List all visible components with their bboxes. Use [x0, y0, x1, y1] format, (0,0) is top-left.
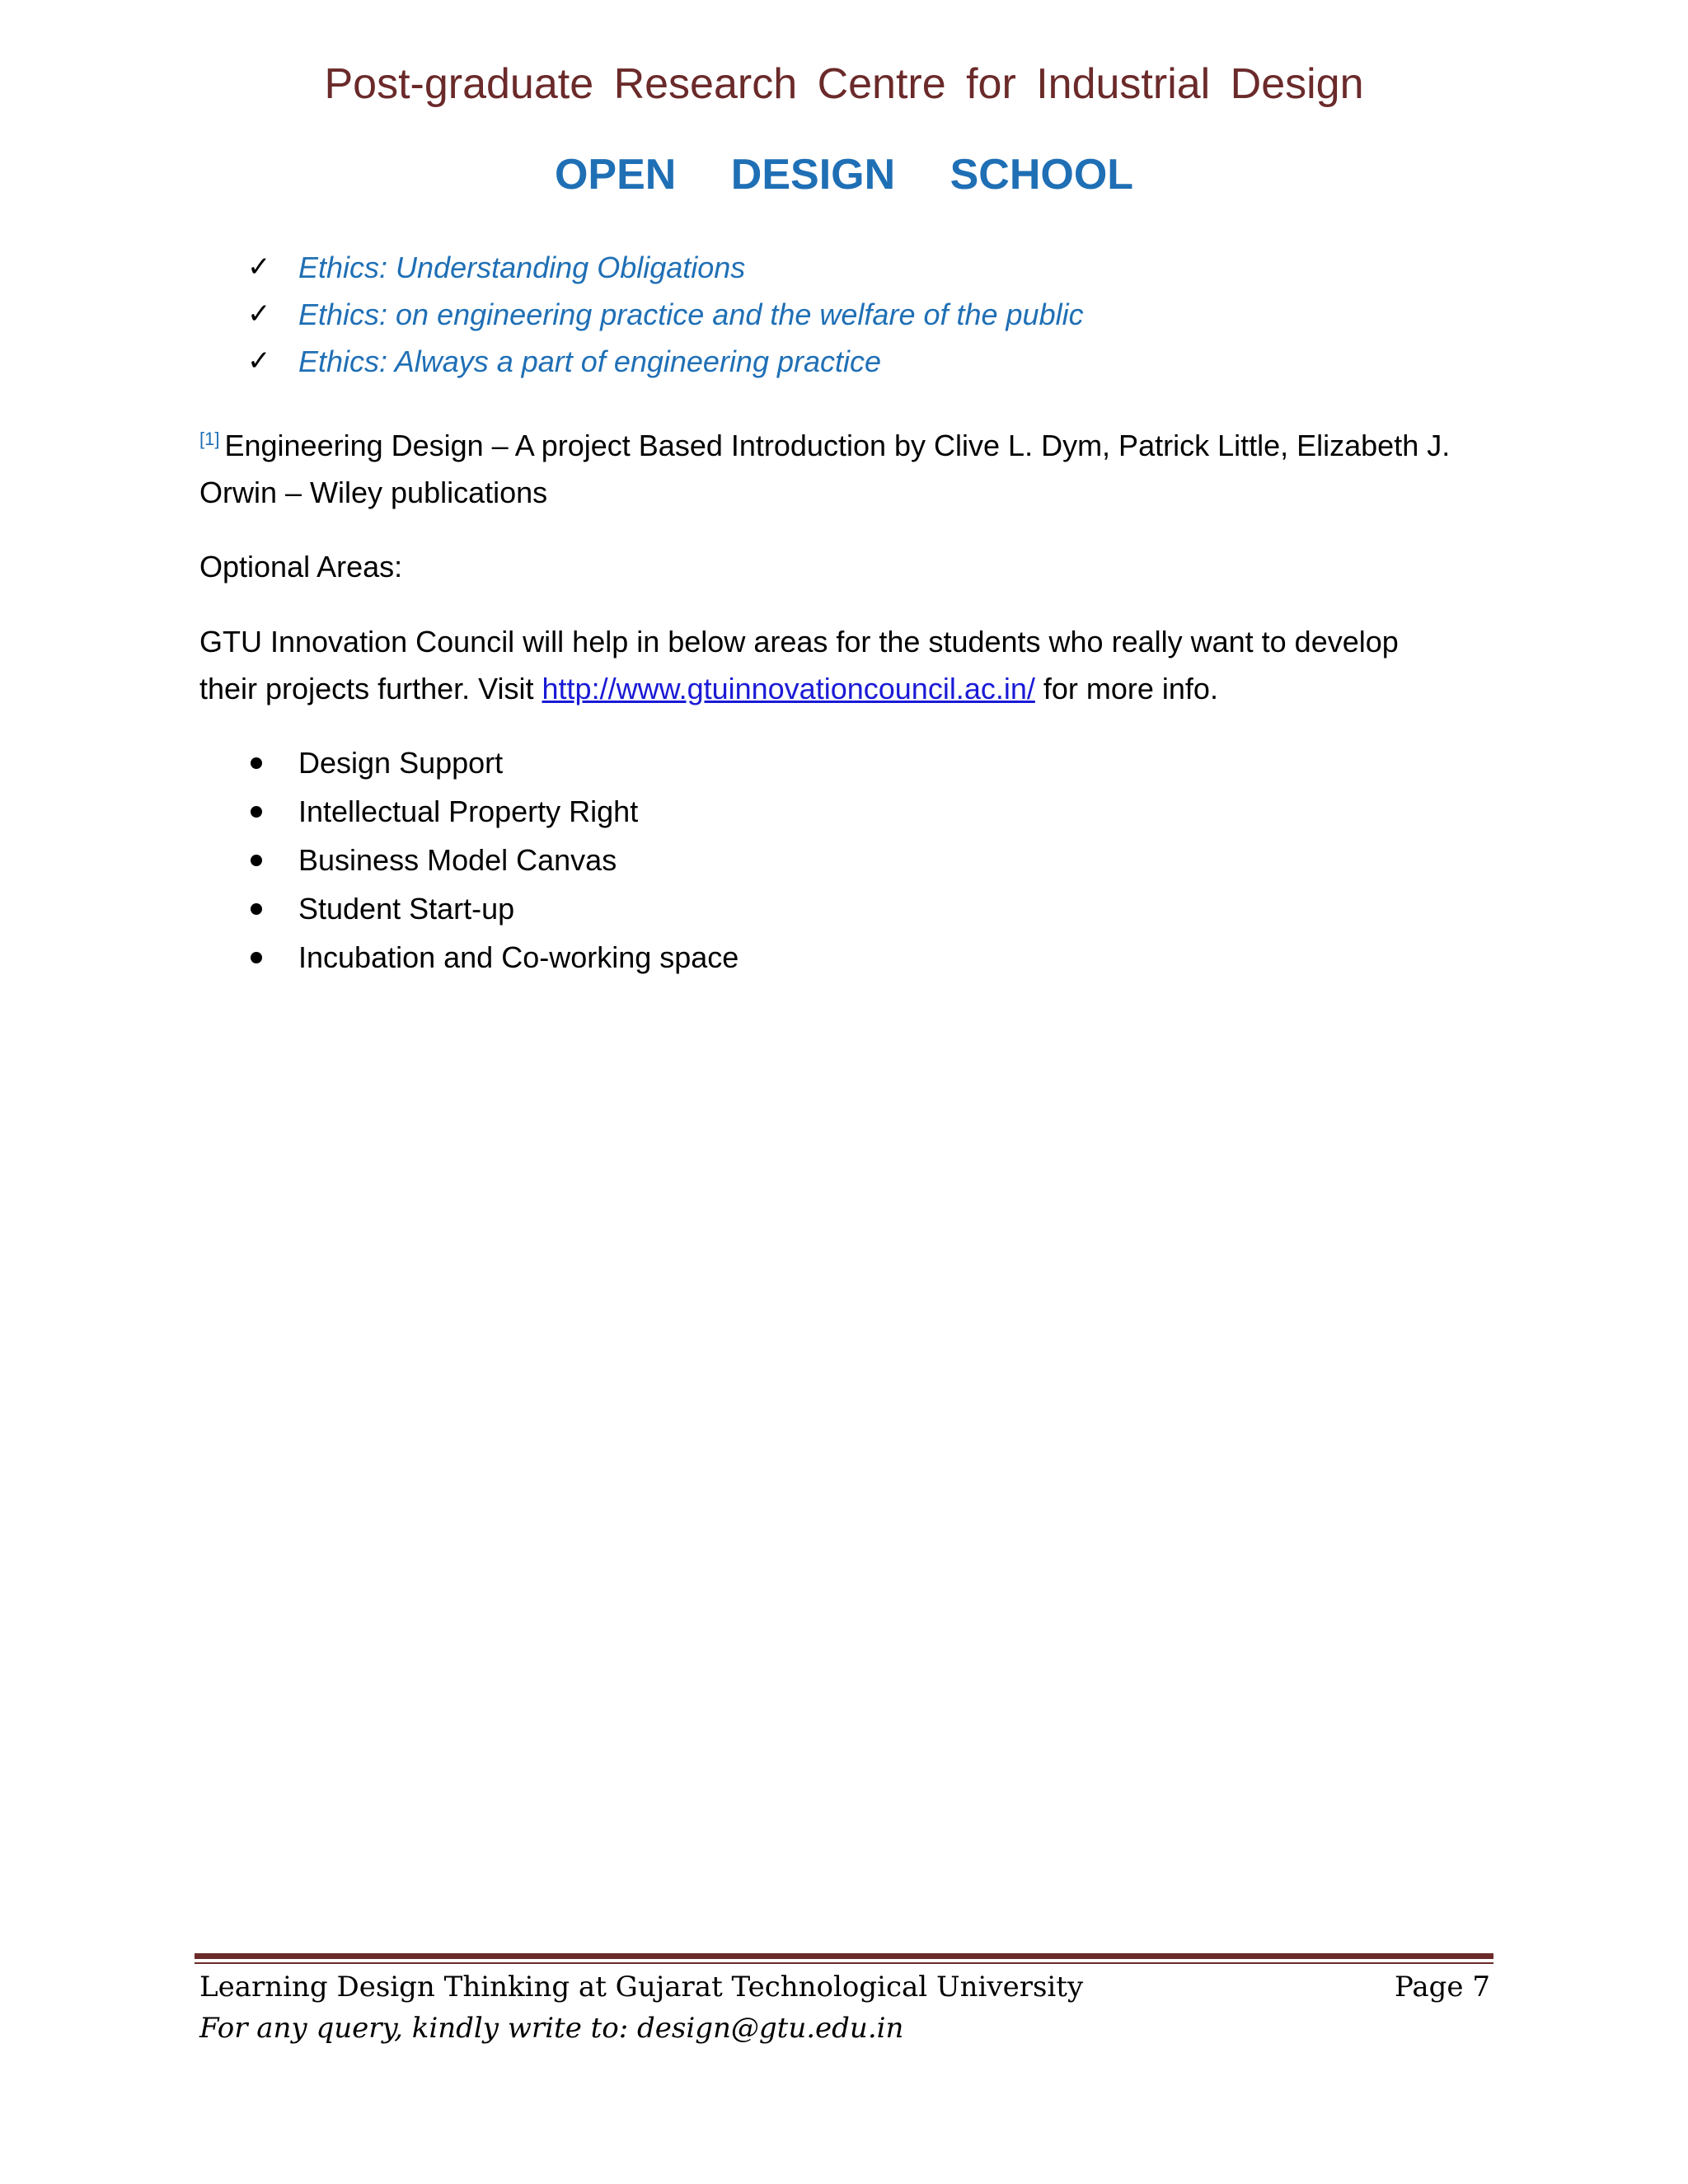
optional-area-text: Student Start-up — [298, 892, 515, 926]
page-number: Page 7 — [1395, 1971, 1490, 2004]
optional-area-text: Intellectual Property Right — [298, 794, 639, 828]
list-item — [247, 244, 1084, 291]
footer-contact: For any query, kindly write to: design@gtu.edu.in — [199, 2012, 904, 2045]
innovation-council-link[interactable]: http://www.gtuinnovationcouncil.ac.in/ — [542, 672, 1035, 705]
list-item — [247, 291, 1084, 338]
intro-line-2-pre: their projects further. Visit — [199, 672, 542, 705]
optional-area-text: Business Model Canvas — [298, 843, 617, 877]
optional-areas-intro — [199, 618, 1485, 712]
checkmark-icon: ✓ — [247, 345, 271, 377]
footer-divider — [195, 1953, 1493, 1959]
list-item — [247, 338, 1084, 385]
ethics-item-text: Ethics: Understanding Obligations — [298, 251, 746, 284]
reference-paragraph — [199, 422, 1485, 516]
bullet-icon — [251, 806, 262, 818]
bullet-icon — [251, 952, 262, 963]
ethics-item-text: Ethics: on engineering practice and the welfare of the public — [298, 298, 1084, 331]
ethics-item-text: Ethics: Always a part of engineering practice — [298, 344, 882, 378]
reference-marker[interactable]: [1] — [199, 429, 220, 449]
intro-line-1: GTU Innovation Council will help in below areas for the students who really want to develop — [199, 625, 1399, 658]
reference-line-2: Orwin – Wiley publications — [199, 476, 548, 509]
list-item — [247, 884, 738, 933]
optional-areas-list — [247, 738, 738, 982]
bullet-icon — [251, 855, 262, 866]
optional-areas-heading: Optional Areas: — [199, 550, 403, 583]
checkmark-icon: ✓ — [247, 251, 271, 283]
optional-area-text: Incubation and Co-working space — [298, 940, 739, 974]
intro-line-2-post: for more info. — [1034, 672, 1218, 705]
page-header-subtitle: OPEN DESIGN SCHOOL — [554, 151, 1134, 199]
page-header-title: Post-graduate Research Centre for Industrial Design — [324, 60, 1364, 108]
reference-line-1: Engineering Design – A project Based Introduction by Clive L. Dym, Patrick Little, Elizabeth J. — [224, 429, 1451, 462]
footer-title-row — [199, 1966, 1490, 2008]
optional-area-text: Design Support — [298, 746, 504, 780]
list-item — [247, 787, 738, 836]
checkmark-icon: ✓ — [247, 298, 271, 330]
ethics-checklist — [247, 244, 1084, 385]
footer-title: Learning Design Thinking at Gujarat Technological University — [199, 1971, 1084, 2004]
list-item — [247, 836, 738, 884]
bullet-icon — [251, 757, 262, 769]
bullet-icon — [251, 903, 262, 915]
list-item — [247, 933, 738, 982]
footer-divider-thin — [195, 1962, 1493, 1964]
list-item — [247, 738, 738, 787]
